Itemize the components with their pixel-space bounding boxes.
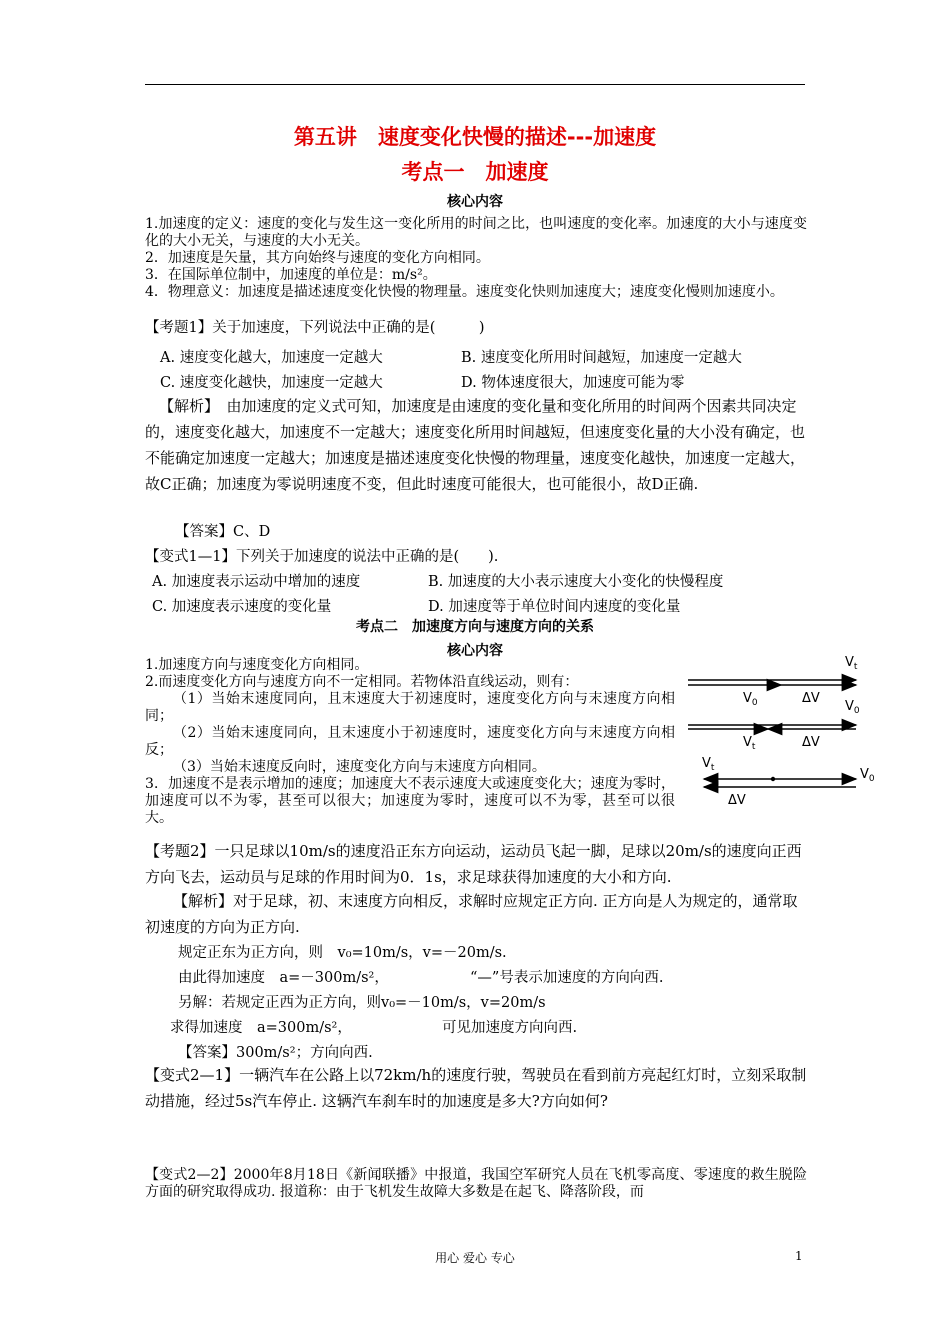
label-dv-1: ΔV xyxy=(802,691,820,706)
q1-analysis: 【解析】 由加速度的定义式可知，加速度是由速度的变化量和变化所用的时间两个因素共同决定的，速度变化越大，加速度不一定越大；速度变化所用时间越短，但速度变化量的大小没有确定，也不能确定加速度一定越大；加速度是描述速度变化快慢的物理量，速度变化越快，加速度一定越大，故C正确；加速度为零说明速度不变，但此时速度可能很大，也可能很小，故D正确. xyxy=(145,397,806,493)
q1-option-b: B. 速度变化所用时间越短，加速度一定越大 xyxy=(461,350,742,366)
point2-line3: 3．加速度不是表示增加的速度；加速度大不表示速度大或速度变化大；速度为零时，加速度可以不为零，甚至可以很大；加速度为零时，速度可以不为零，甚至可以很大。 xyxy=(145,776,675,826)
velocity-diagram xyxy=(680,648,880,818)
question2-stem: 【考题2】一只足球以10m/s的速度沿正东方向运动，运动员飞起一脚，足球以20m/s的速度向正西方向飞去，运动员与足球的作用时间为0．1s，求足球获得加速度的大小和方向. xyxy=(145,842,802,886)
point2-line2: 2.而速度变化方向与速度方向不一定相同。若物体沿直线运动，则有： xyxy=(145,674,579,690)
case2: （2）当始末速度同向，且末速度小于初速度时，速度变化方向与末速度方向相反； xyxy=(145,725,675,758)
q2-step1: 规定正东为正方向，则 v₀=10m/s，v=－20m/s. xyxy=(178,945,507,961)
page-number: 1 xyxy=(795,1249,803,1263)
definition-line: 1.加速度的定义：速度的变化与发生这一变化所用的时间之比，也叫速度的变化率。加速度的大小与速度变化的大小无关，与速度的大小无关。 xyxy=(145,216,807,249)
q1-option-c: C. 速度变化越快，加速度一定越大 xyxy=(160,375,383,391)
meaning-line: 4．物理意义：加速度是描述速度变化快慢的物理量。速度变化快则加速度大；速度变化慢则加速度小。 xyxy=(145,284,784,300)
point2-heading: 考点二 加速度方向与速度方向的关系 xyxy=(356,619,594,635)
question1-stem: 【考题1】关于加速度，下列说法中正确的是( ) xyxy=(145,320,485,336)
q2-step2a: 由此得加速度 a=－300m/s²， xyxy=(178,970,389,986)
label-dv-3: ΔV xyxy=(728,793,746,808)
header-rule xyxy=(145,84,805,85)
core-content-heading-2: 核心内容 xyxy=(447,643,503,659)
lecture-title: 第五讲 速度变化快慢的描述---加速度 xyxy=(293,125,657,149)
q2-step2b: “—”号表示加速度的方向向西. xyxy=(470,970,664,986)
v1-option-a: A. 加速度表示运动中增加的速度 xyxy=(152,574,361,590)
q2-answer: 【答案】300m/s²；方向向西. xyxy=(178,1045,373,1061)
label-v0-1: $V_0$ xyxy=(743,691,758,708)
point1-heading: 考点一 加速度 xyxy=(401,160,549,184)
label-vt-1: $V_t$ xyxy=(845,655,858,672)
label-vt-2: $V_t$ xyxy=(743,735,756,752)
point2-line1: 1.加速度方向与速度变化方向相同。 xyxy=(145,657,369,673)
q1-option-d: D. 物体速度很大，加速度可能为零 xyxy=(461,375,685,391)
origin-dot xyxy=(771,777,775,781)
q1-option-a: A. 速度变化越大，加速度一定越大 xyxy=(160,350,383,366)
page-footer: 用心 爱心 专心 xyxy=(435,1251,515,1265)
label-dv-2: ΔV xyxy=(802,735,820,750)
v1-option-b: B. 加速度的大小表示速度大小变化的快慢程度 xyxy=(428,574,724,590)
label-v0-3: $V_0$ xyxy=(860,767,875,784)
case1: （1）当始末速度同向，且末速度大于初速度时，速度变化方向与末速度方向相同； xyxy=(145,691,675,724)
core-content-heading: 核心内容 xyxy=(447,194,503,210)
label-v0-2: $V_0$ xyxy=(845,699,860,716)
q2-step4b: 可见加速度方向向西. xyxy=(442,1020,578,1036)
case3: （3）当始末速度反向时，速度变化方向与末速度方向相同。 xyxy=(173,759,546,775)
v1-option-d: D. 加速度等于单位时间内速度的变化量 xyxy=(428,599,681,615)
variant2-2: 【变式2—2】2000年8月18日《新闻联播》中报道，我国空军研究人员在飞机零高度、零速度的救生脱险方面的研究取得成功. 报道称：由于飞机发生故障大多数是在起飞、降落阶段，而 xyxy=(145,1167,807,1200)
q2-analysis: 【解析】对于足球，初、末速度方向相反，求解时应规定正方向. 正方向是人为规定的，通常取初速度的方向为正方向. xyxy=(145,892,798,936)
q1-answer: 【答案】C、D xyxy=(175,524,271,540)
variant1-stem: 【变式1—1】下列关于加速度的说法中正确的是( ). xyxy=(145,549,499,565)
unit-line: 3．在国际单位制中，加速度的单位是：m/s²。 xyxy=(145,267,437,283)
v1-option-c: C. 加速度表示速度的变化量 xyxy=(152,599,332,615)
vector-line: 2．加速度是矢量，其方向始终与速度的变化方向相同。 xyxy=(145,250,490,266)
q2-step3: 另解：若规定正西为正方向，则v₀=－10m/s，v=20m/s xyxy=(178,995,546,1011)
q2-step4a: 求得加速度 a=300m/s²， xyxy=(170,1020,352,1036)
variant2-1: 【变式2—1】一辆汽车在公路上以72km/h的速度行驶，驾驶员在看到前方亮起红灯时，立刻采取制动措施，经过5s汽车停止. 这辆汽车刹车时的加速度是多大?方向如何? xyxy=(145,1066,807,1110)
label-vt-3: $V_t$ xyxy=(702,756,715,773)
